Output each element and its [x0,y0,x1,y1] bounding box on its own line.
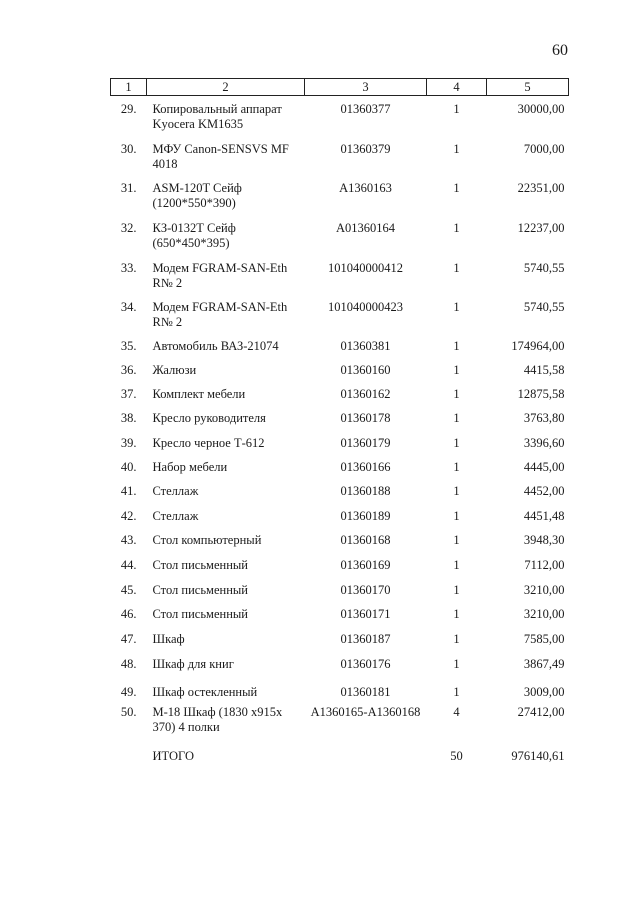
row-number: 44. [120,557,137,572]
table-row [111,405,569,430]
row-number: 30. [120,141,137,156]
column-header-1: 1 [111,79,147,96]
price: 3948,30 [523,532,565,547]
quantity: 1 [453,260,460,275]
item-name: Модем FGRAM-SAN-Eth R№ 2 [152,260,288,290]
row-number: 46. [120,606,137,621]
price: 3009,00 [523,684,565,699]
row-number: 38. [120,410,137,425]
table-row [111,503,569,527]
quantity: 1 [453,459,460,474]
item-name: Комплект мебели [152,386,246,401]
inventory-code: 01360181 [340,684,391,699]
price: 12237,00 [517,220,565,235]
quantity: 1 [453,410,460,425]
item-name: Стол письменный [152,557,248,572]
row-number: 32. [120,220,137,235]
table-row [111,478,569,503]
price: 3210,00 [523,582,565,597]
header-row [111,79,569,96]
item-name: Модем FGRAM-SAN-Eth R№ 2 [152,299,288,329]
inventory-code: 01360187 [340,631,391,646]
inventory-table [110,78,569,767]
total-row-number [111,743,147,767]
item-name: Стол компьютерный [152,532,262,547]
inventory-code: 01360379 [340,141,391,156]
price: 3763,80 [523,410,565,425]
quantity: 1 [453,656,460,671]
price: 30000,00 [517,102,565,116]
item-name: КЗ-0132Т Сейф (650*450*395) [152,220,236,250]
quantity: 1 [453,362,460,377]
inventory-code: 01360166 [340,459,391,474]
inventory-code: 01360168 [340,532,391,547]
inventory-code: A1360163 [339,180,392,195]
table-row [111,430,569,454]
row-number: 50. [120,704,137,719]
quantity: 1 [453,557,460,572]
table-row [111,552,569,577]
item-name: МФУ Canon-SENSVS MF 4018 [152,141,289,171]
table-row [111,454,569,478]
quantity: 1 [453,220,460,235]
inventory-code: 01360179 [340,435,391,450]
quantity: 1 [453,299,460,314]
table-row [111,294,569,333]
table-row [111,705,569,743]
inventory-code: 01360170 [340,582,391,597]
table-row [111,333,569,357]
row-number: 48. [120,656,137,671]
inventory-code: A1360165-A1360168 [310,704,421,719]
table-row [111,675,569,705]
price: 3396,60 [523,435,565,450]
column-header-2: 2 [147,79,305,96]
price: 5740,55 [523,299,565,314]
quantity: 1 [453,435,460,450]
row-number: 42. [120,508,137,523]
item-name: Жалюзи [152,362,197,377]
row-number: 37. [120,386,137,401]
quantity: 1 [453,483,460,498]
table-row [111,96,569,136]
item-name: Набор мебели [152,459,228,474]
item-name: Шкаф для книг [152,656,234,671]
item-name: Кресло черное Т-612 [152,435,265,450]
item-name: Кресло руководителя [152,410,266,425]
row-number: 39. [120,435,137,450]
price: 3210,00 [523,606,565,621]
item-name: М-18 Шкаф (1830 х915х 370) 4 полки [152,704,283,734]
row-number: 40. [120,459,137,474]
price: 22351,00 [517,180,565,195]
inventory-code: 01360188 [340,483,391,498]
item-name: Стеллаж [152,483,199,498]
price: 4445,00 [523,459,565,474]
row-number: 41. [120,483,137,498]
inventory-code: 01360169 [340,557,391,572]
row-number: 45. [120,582,137,597]
price: 12875,58 [517,386,565,401]
row-number: 47. [120,631,137,646]
inventory-code: 101040000423 [328,299,403,314]
price: 4451,48 [523,508,565,523]
inventory-code: 101040000412 [328,260,403,275]
quantity: 4 [453,704,460,719]
table-row [111,136,569,175]
inventory-code: 01360189 [340,508,391,523]
table-row [111,357,569,381]
item-name: ASM-120T Сейф (1200*550*390) [152,180,242,210]
price: 7000,00 [523,141,565,156]
table-row [111,577,569,601]
row-number: 49. [120,684,137,699]
quantity: 1 [453,386,460,401]
table-row [111,381,569,405]
price: 7112,00 [524,557,565,572]
price: 5740,55 [523,260,565,275]
row-number: 34. [120,299,137,314]
quantity: 1 [453,582,460,597]
inventory-code: 01360178 [340,410,391,425]
quantity: 1 [453,631,460,646]
inventory-code: 01360171 [340,606,391,621]
row-number: 35. [120,338,137,353]
inventory-code: 01360162 [340,386,391,401]
table-row [111,651,569,675]
page-number: 60 [552,42,568,59]
quantity: 1 [453,532,460,547]
quantity: 1 [453,338,460,353]
price: 4452,00 [523,483,565,498]
table-body [111,96,569,767]
inventory-code: 01360381 [340,338,391,353]
item-name: Стол письменный [152,582,248,597]
total-quantity: 50 [450,748,463,763]
column-header-3: 3 [305,79,427,96]
quantity: 1 [453,102,460,116]
item-name: Копировальный аппарат Kyocera KM1635 [152,102,282,131]
total-row [111,743,569,767]
table-row [111,215,569,255]
row-number: 43. [120,532,137,547]
price: 4415,58 [523,362,565,377]
column-header-4: 4 [427,79,487,96]
total-inventory-code [305,743,427,767]
item-name: Стеллаж [152,508,199,523]
row-number: 31. [120,180,137,195]
row-number: 36. [120,362,137,377]
price: 27412,00 [517,704,565,719]
inventory-code: 01360377 [340,102,391,116]
inventory-code: 01360160 [340,362,391,377]
table-row [111,527,569,552]
item-name: Шкаф [152,631,185,646]
total-price: 976140,61 [511,748,565,763]
quantity: 1 [453,684,460,699]
item-name: Шкаф остекленный [152,684,258,699]
table-row [111,255,569,294]
table-row [111,601,569,626]
price: 3867,49 [523,656,565,671]
item-name: Стол письменный [152,606,248,621]
total-item-name: ИТОГО [152,748,194,763]
price: 7585,00 [523,631,565,646]
row-number: 29. [120,102,137,116]
quantity: 1 [453,141,460,156]
inventory-code: 01360176 [340,656,391,671]
quantity: 1 [453,508,460,523]
item-name: Автомобиль ВАЗ-21074 [152,338,279,353]
price: 174964,00 [511,338,565,353]
table-row [111,626,569,651]
quantity: 1 [453,180,460,195]
row-number: 33. [120,260,137,275]
inventory-code: A01360164 [335,220,396,235]
table-row [111,175,569,215]
column-header-5: 5 [487,79,569,96]
quantity: 1 [453,606,460,621]
